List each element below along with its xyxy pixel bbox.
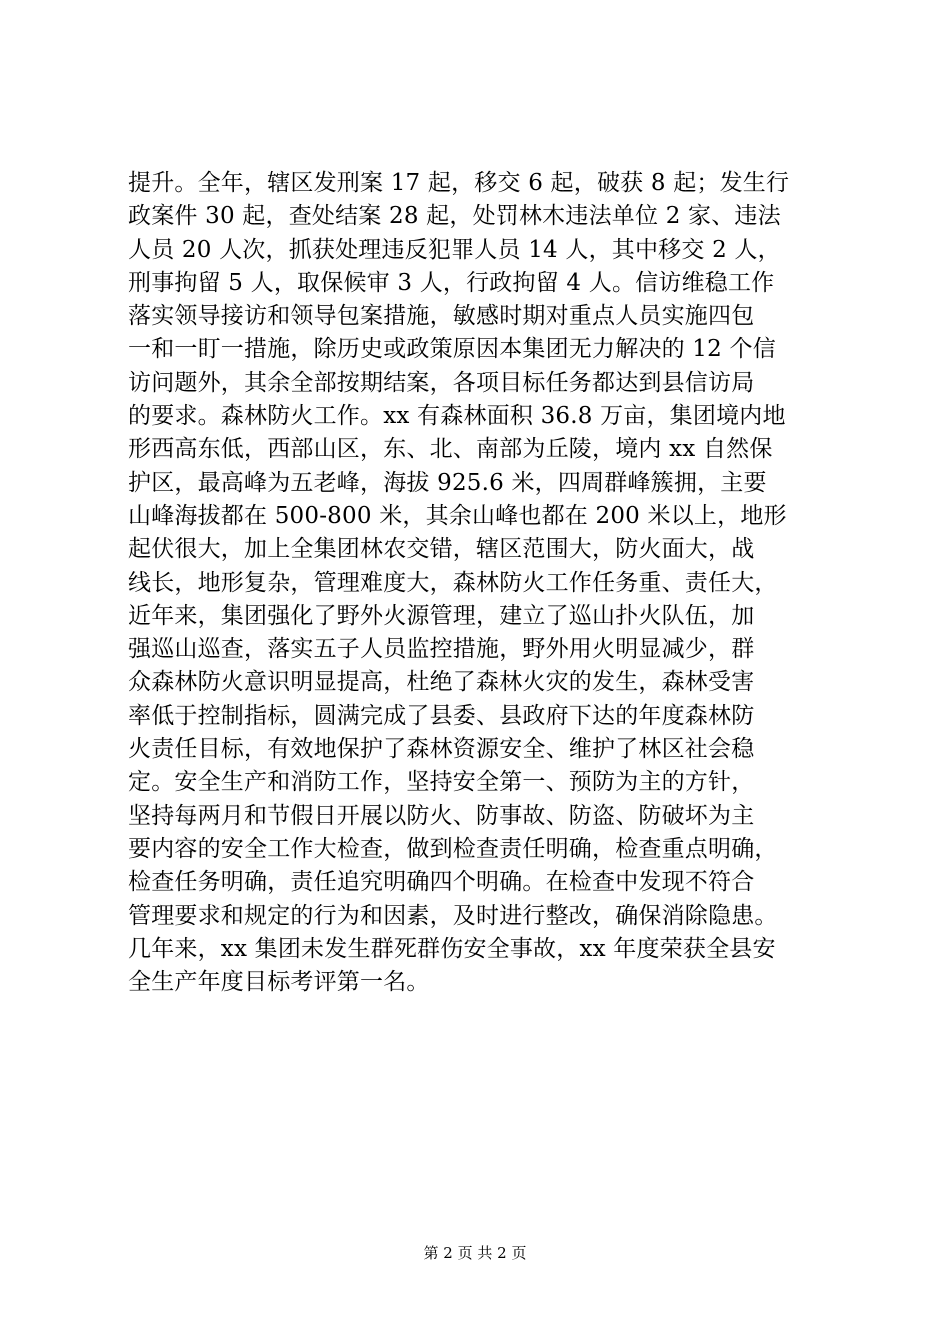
text-line: 刑事拘留 5 人，取保候审 3 人，行政拘留 4 人。信访维稳工作 [128,269,775,296]
text-line: 政案件 30 起，查处结案 28 起，处罚林木违法单位 2 家、违法 [128,203,781,230]
text-line: 山峰海拔都在 500-800 米，其余山峰也都在 200 米以上，地形 [128,502,787,529]
text-line: 线长，地形复杂，管理难度大，森林防火工作任务重、责任大， [128,569,778,596]
text-line: 众森林防火意识明显提高，杜绝了森林火灾的发生，森林受害 [128,669,755,696]
text-line: 坚持每两月和节假日开展以防火、防事故、防盗、防破坏为主 [128,802,755,829]
text-line: 定。安全生产和消防工作，坚持安全第一、预防为主的方针， [128,769,755,796]
text-line: 率低于控制指标，圆满完成了县委、县政府下达的年度森林防 [128,702,755,729]
text-line: 强巡山巡查，落实五子人员监控措施，野外用火明显减少，群 [128,636,755,663]
text-line: 一和一盯一措施，除历史或政策原因本集团无力解决的 12 个信 [128,336,776,363]
text-line: 形西高东低，西部山区，东、北、南部为丘陵，境内 xx 自然保 [128,436,773,463]
page-number-label: 第 2 页 共 2 页 [423,1244,527,1262]
text-line: 全生产年度目标考评第一名。 [128,969,430,996]
page-footer [0,1243,950,1263]
text-line: 起伏很大，加上全集团林农交错，辖区范围大，防火面大，战 [128,536,755,563]
text-line: 管理要求和规定的行为和因素，及时进行整改，确保消除隐患。 [128,902,778,929]
text-line: 人员 20 人次，抓获处理违反犯罪人员 14 人，其中移交 2 人， [128,236,781,263]
text-line: 访问题外，其余全部按期结案，各项目标任务都达到县信访局 [128,369,755,396]
text-line: 提升。全年，辖区发刑案 17 起，移交 6 起，破获 8 起；发生行 [128,170,790,196]
text-line: 几年来，xx 集团未发生群死群伤安全事故，xx 年度荣获全县安 [128,935,776,962]
text-line: 近年来，集团强化了野外火源管理，建立了巡山扑火队伍，加 [128,602,755,629]
text-line: 检查任务明确，责任追究明确四个明确。在检查中发现不符合 [128,869,755,896]
text-line: 护区，最高峰为五老峰，海拔 925.6 米，四周群峰簇拥，主要 [128,469,767,496]
text-line: 火责任目标，有效地保护了森林资源安全、维护了林区社会稳 [128,736,755,763]
text-line: 的要求。森林防火工作。xx 有森林面积 36.8 万亩，集团境内地 [128,403,786,430]
text-line: 落实领导接访和领导包案措施，敏感时期对重点人员实施四包 [128,303,755,330]
body-text [128,167,838,999]
text-line: 要内容的安全工作大检查，做到检查责任明确，检查重点明确， [128,835,778,862]
